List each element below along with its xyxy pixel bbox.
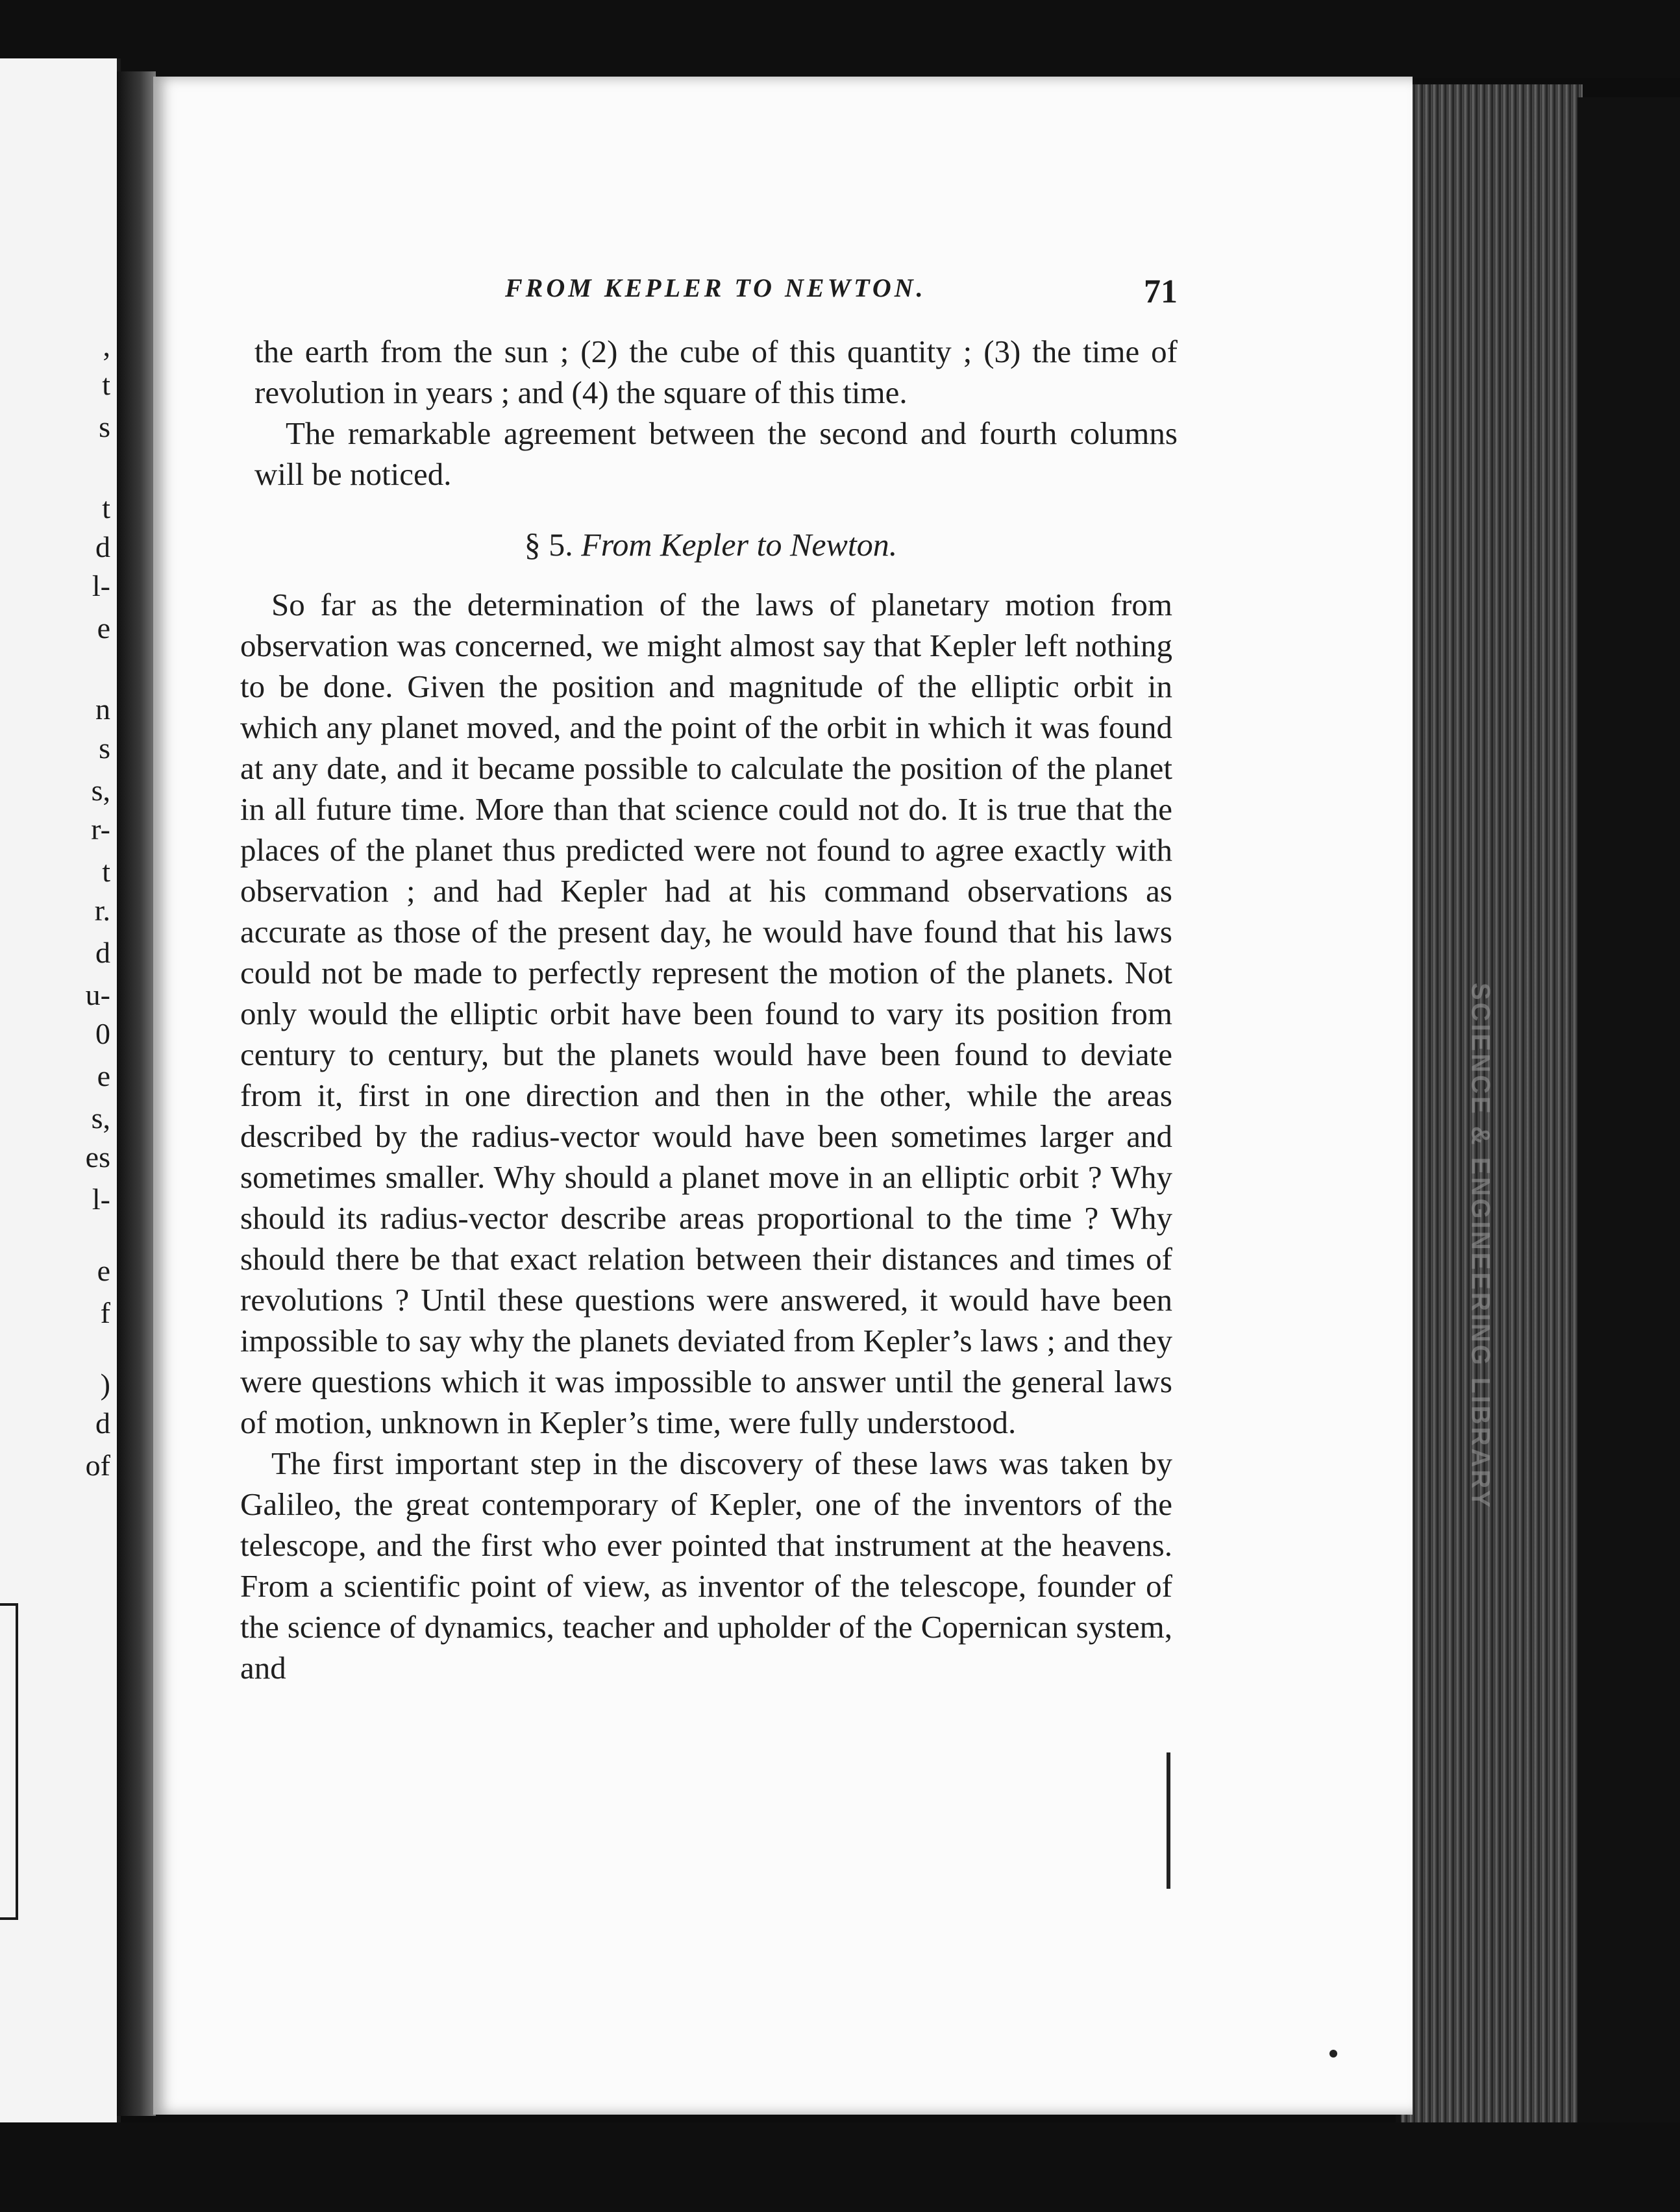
section-heading-block <box>247 524 1175 570</box>
scan-right-border <box>1577 97 1680 2212</box>
previous-page-fragment: e <box>97 611 110 645</box>
running-head: FROM KEPLER TO NEWTON. <box>505 273 926 302</box>
previous-page-box-rule <box>0 1603 18 1920</box>
previous-page-fragment: 0 <box>95 1017 110 1050</box>
book-gutter <box>117 71 156 2116</box>
previous-page-fragment: l- <box>92 1183 110 1216</box>
previous-page-fragment: f <box>100 1296 110 1329</box>
previous-page-fragment: d <box>95 1407 110 1440</box>
previous-page-fragment: n <box>95 693 110 726</box>
scan-bottom-border <box>0 2122 1680 2212</box>
previous-page-fragment: , <box>103 329 110 362</box>
previous-page-fragment: s <box>99 731 110 765</box>
previous-page-fragment: e <box>97 1059 110 1092</box>
section-heading <box>247 524 1175 565</box>
scan-top-border <box>0 0 1680 78</box>
margin-mark-bar <box>1167 1752 1170 1889</box>
previous-page-fragment: ) <box>100 1368 110 1401</box>
body-text-block <box>240 584 1172 1688</box>
previous-page-fragment: l- <box>92 569 110 602</box>
section-number: § 5. <box>524 526 573 563</box>
previous-page-fragment: of <box>85 1449 110 1482</box>
paragraph-kepler-laws: So far as the determination of the laws of planetary motion from observation was concerned, we might almost say that Kepler left nothing to be done. Given the position and magnitude of the elliptic orbit in which any planet moved, and the point of the orbit in which it was found at any date, and it became possible to calculate the position of the planet in all future time. More than that science could not do. It is true that the places of the planet thus predicted were not found to agree exactly with observation ; and had Kepler had at his command observations as accurate as those of the present day, he would have found that his laws could not be made to perfectly represent the motion of the planets. Not only would the elliptic orbit have been found to vary its position from century to century, but the planets would have been found to deviate from it, first in one direction and then in the other, while the areas described by the radius-vector would have been sometimes larger and sometimes smaller. Why should a planet move in an elliptic orbit ? Why should its radius-vector describe areas proportional to the time ? Why should there be that exact relation between their distances and times of revolutions ? Until these questions were answered, it would have been impossible to say why the planets deviated from Kepler’s laws ; and they were questions which it was impossible to answer until the general laws of motion, unknown in Kepler’s time, were fully understood. <box>240 587 1172 1440</box>
previous-page-fragment: s, <box>91 1101 110 1135</box>
page-number: 71 <box>1144 273 1178 310</box>
previous-page-fragment: d <box>95 936 110 969</box>
previous-page-fragment: es <box>85 1140 110 1174</box>
library-edge-stamp: SCIENCE & ENGINEERING LIBRARY <box>1466 982 1495 1510</box>
previous-page-fragment: r- <box>91 813 110 846</box>
paragraph-continuation: the earth from the sun ; (2) the cube of this quantity ; (3) the time of revolution in years ; and (4) the square of this time. <box>254 334 1178 410</box>
page-speck <box>1329 2050 1337 2058</box>
previous-page-fragment: s, <box>91 774 110 807</box>
previous-page-fragment: r. <box>94 894 110 927</box>
previous-page-fragment: e <box>97 1254 110 1287</box>
previous-page-sliver <box>0 58 121 2129</box>
previous-page-fragment: s <box>99 410 110 443</box>
previous-page-fragment: d <box>95 530 110 563</box>
previous-page-fragment: t <box>102 855 110 888</box>
section-title: From Kepler to Newton. <box>581 526 898 563</box>
previous-page-fragment: t <box>102 491 110 524</box>
top-text-block <box>254 331 1178 495</box>
previous-page-fragment: u- <box>85 978 110 1011</box>
paragraph-agreement: The remarkable agreement between the second and fourth columns will be noticed. <box>254 415 1178 492</box>
previous-page-fragment: t <box>102 368 110 401</box>
paragraph-galileo: The first important step in the discovery of these laws was taken by Galileo, the great contemporary of Kepler, one of the inventors of the telescope, and the first who ever pointed that instrument at the heavens. From a scientific point of view, as inventor of the telescope, founder of the science of dynamics, teacher and upholder of the Copernican system, and <box>240 1445 1172 1686</box>
